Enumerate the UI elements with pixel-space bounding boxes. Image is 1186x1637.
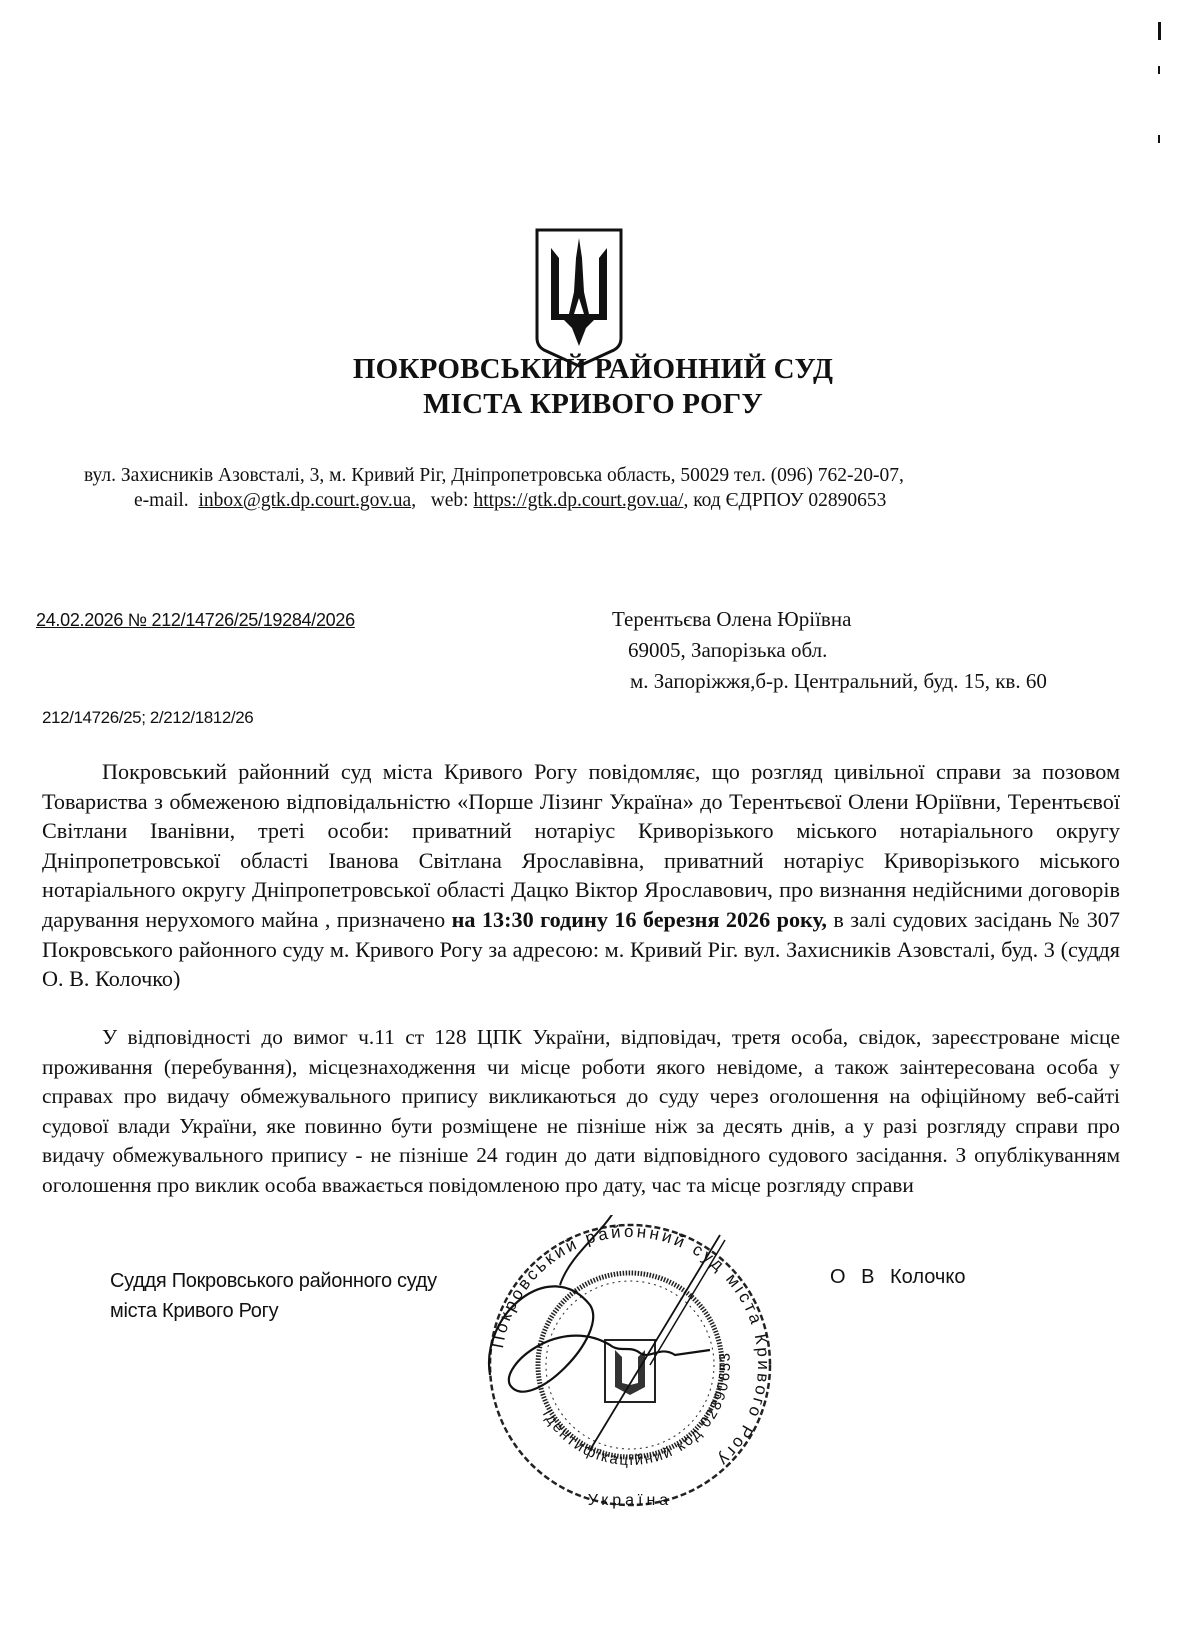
addressee-block bbox=[612, 604, 1047, 697]
scan-edge-mark bbox=[1158, 66, 1160, 74]
svg-text:Ідентифікаційний код 02890653 bbox=[539, 1350, 734, 1469]
seal-country-text: Україна bbox=[587, 1492, 673, 1509]
judge-position-line1: Суддя Покровського районного суду bbox=[110, 1270, 437, 1292]
email-link[interactable]: inbox@gtk.dp.court.gov.ua bbox=[198, 490, 412, 511]
outgoing-date-number: 24.02.2026 № 212/14726/25/19284/2026 bbox=[36, 610, 355, 630]
addressee-name: Терентьєва Олена Юріївна bbox=[612, 607, 852, 631]
ukraine-trident-coat-of-arms-icon bbox=[534, 228, 624, 368]
paragraph-text: Покровський районний суд міста Кривого Рогу повідомляє, що розгляд цивільної справи за позовом Товариства з обмеженою відповідальністю «Порше Лізинг Україна» до Терентьєвої Олени Юріївни, Терентьєвої Світлани Іванівни, треті особи: приватний нотаріус Криворізького міського нотаріального округу Дніпропетровської області Іванова Світлана Ярославівна, приватний нотаріус Криворізького міського нотаріального округу Дніпропетровської області Дацко Віктор Ярославович, про визнання недійсними договорів дарування нерухомого майна , призначено bbox=[42, 759, 1120, 932]
email-label: e-mail. bbox=[134, 490, 189, 511]
scan-edge-mark bbox=[1158, 135, 1160, 143]
web-link[interactable]: https://gtk.dp.court.gov.ua/ bbox=[473, 490, 684, 511]
addressee-region: 69005, Запорізька обл. bbox=[628, 638, 828, 662]
address-line: вул. Захисників Азовсталі, 3, м. Кривий Ріг, Дніпропетровська область, 50029 тел. (096) 762-20-07, bbox=[84, 465, 904, 486]
svg-text:Покровський районний суд міста bbox=[488, 1222, 773, 1471]
court-name-line2: МІСТА КРИВОГО РОГУ bbox=[423, 388, 763, 420]
judge-name: О В Колочко bbox=[830, 1266, 966, 1288]
notice-paragraph-2: У відповідності до вимог ч.11 ст 128 ЦПК України, відповідач, третя особа, свідок, зареєстроване місце проживання (перебування), місцезнаходження чи місце роботи якого невідоме, а також заінтересована особа у справах про видачу обмежувального припису викликаються до суду через оголошення на офіційному веб-сайті судової влади України, яке повинно бути розміщене не пізніше ніж за десять днів, а у разі розгляду справи про видачу обмежувального припису - не пізніше 24 годин до дати відповідного судового засідання. З опублікуванням оголошення про виклик особа вважається повідомленою про дату, час та місце розгляду справи bbox=[42, 1025, 1120, 1197]
court-address bbox=[84, 465, 904, 487]
scan-edge-mark bbox=[1158, 22, 1161, 40]
court-seal-stamp bbox=[470, 1215, 790, 1515]
hearing-datetime: на 13:30 годину 16 березня 2026 року, bbox=[451, 906, 827, 932]
addressee-street: м. Запоріжжя,б-р. Центральний, буд. 15, кв. 60 bbox=[630, 669, 1047, 693]
case-numbers: 212/14726/25; 2/212/1812/26 bbox=[42, 708, 254, 727]
notice-paragraph-1 bbox=[42, 757, 1120, 994]
judge-position bbox=[110, 1266, 437, 1326]
paragraph-text: в залі судових засідань № 307 Покровського районного суду м. Кривого Рогу за адресою: м. Кривий Ріг. вул. Захисників Азовсталі, буд. 3 (суддя О. В. Колочко) bbox=[42, 906, 1120, 992]
seal-outer-text: Покровський районний суд міста Кривого Рогу bbox=[488, 1221, 774, 1472]
edrpou-code: , код ЄДРПОУ 02890653 bbox=[683, 490, 887, 511]
seal-code-text: Ідентифікаційний код 02890653 bbox=[538, 1350, 735, 1470]
court-contacts: e-mail. inbox@gtk.dp.court.gov.ua, web: https://gtk.dp.court.gov.ua/, код ЄДРПОУ 02890653 bbox=[134, 490, 887, 511]
judge-position-line2: міста Кривого Рогу bbox=[110, 1300, 279, 1322]
court-name-line1: ПОКРОВСЬКИЙ РАЙОННИЙ СУД bbox=[352, 353, 834, 385]
web-label: web: bbox=[430, 490, 469, 511]
